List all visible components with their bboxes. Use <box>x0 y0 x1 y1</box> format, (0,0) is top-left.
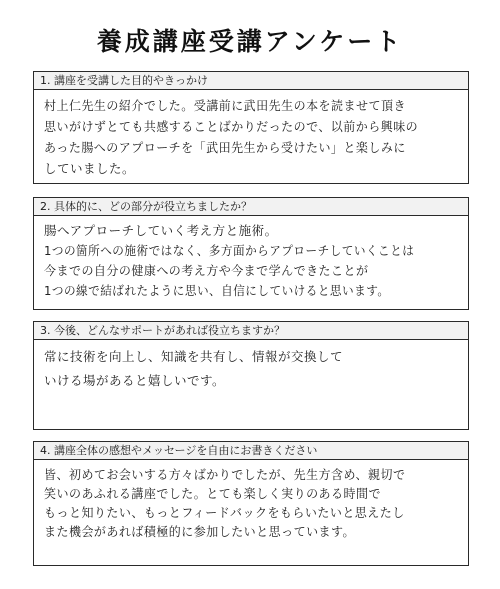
handwritten-answer <box>34 90 468 179</box>
answer-line: 皆、初めてお会いする方々ばかりでしたが、先生方含め、親切で <box>44 467 406 482</box>
answer-line: また機会があれば積極的に参加したいと思っています。 <box>44 524 356 539</box>
section-heading: 3. 今後、どんなサポートがあれば役立ちますか？ <box>34 322 468 340</box>
answer-line: 笑いのあふれる講座でした。とても楽しく実りのある時間で <box>44 486 381 501</box>
section-useful-parts <box>33 197 469 310</box>
handwritten-answer <box>34 216 468 301</box>
handwritten-answer <box>34 460 468 541</box>
answer-line: いける場があると嬉しいです。 <box>44 373 226 388</box>
section-purpose <box>33 71 469 184</box>
section-heading: 1. 講座を受講した目的やきっかけ <box>34 72 468 90</box>
survey-title: 養成講座受講アンケート <box>96 27 404 56</box>
answer-line: 村上仁先生の紹介でした。受講前に武田先生の本を読ませて頂き <box>44 98 406 113</box>
section-impressions <box>33 441 469 566</box>
section-support <box>33 321 469 430</box>
answer-line: 常に技術を向上し、知識を共有し、情報が交換して <box>44 349 344 364</box>
answer-line: 1つの箇所への施術ではなく、多方面からアプローチしていくことは <box>44 243 415 258</box>
section-heading: 2. 具体的に、どの部分が役立ちましたか？ <box>34 198 468 216</box>
answer-line: あった腸へのアプローチを「武田先生から受けたい」と楽しみに <box>44 140 406 155</box>
answer-line: していました。 <box>44 161 136 176</box>
answer-line: 腸へアプローチしていく考え方と施術。 <box>44 223 278 238</box>
answer-line: もっと知りたい、もっとフィードバックをもらいたいと思えたし <box>44 505 405 520</box>
answer-line: 1つの線で結ばれたように思い、自信にしていけると思います。 <box>44 283 390 298</box>
handwritten-answer <box>34 340 468 393</box>
section-heading: 4. 講座全体の感想やメッセージを自由にお書きください <box>34 442 468 460</box>
answer-line: 今までの自分の健康への考え方や今まで学んできたことが <box>44 263 369 278</box>
answer-line: 思いがけずとても共感することばかりだったので、以前から興味の <box>44 119 419 134</box>
